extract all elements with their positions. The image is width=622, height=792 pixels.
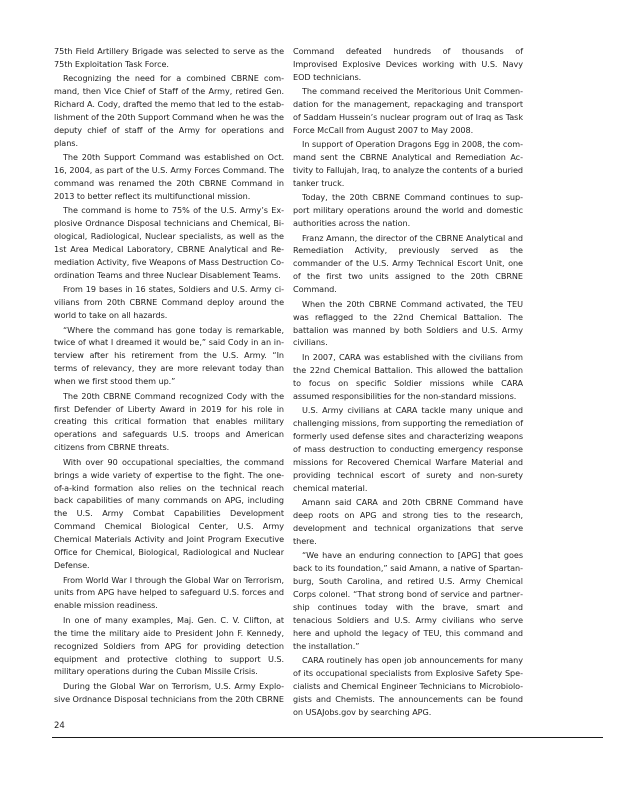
right-column (293, 45, 523, 720)
paragraph: Command defeated hundreds of thousands of Improvised Explosive Devices working with U.S. Navy EOD technicians. (293, 46, 523, 82)
paragraph: CARA routinely has open job announcements for many of its occupational specialists from Explosive Safety Specialists and Chemical Engineer Technicians to Microbiologists and Chemists. The announcements can be found on USAJobs.gov by searching APG. (293, 654, 523, 717)
paragraph: When the 20th CBRNE Command activated, the TEU was reflagged to the 22nd Chemical Battalion. The battalion was manned by both Soldiers and U.S. Army civilians. (293, 298, 523, 348)
paragraph: From 19 bases in 16 states, Soldiers and U.S. Army civilians from 20th CBRNE Command deploy around the world to take on all hazards. (54, 284, 284, 321)
paragraph: Franz Amann, the director of the CBRNE Analytical and Remediation Activity, previously served as the commander of the U.S. Army Technical Escort Unit, one of the first two units assigned to the 20th CBRNE Command. (293, 232, 523, 295)
paragraph: The command received the Meritorious Unit Commendation for the management, repackaging and transport of Saddam Hussein’s nuclear program out of Iraq as Task Force McCall from August 2007 to May 2008. (293, 86, 523, 136)
paragraph: The command is home to 75% of the U.S. Army’s Explosive Ordnance Disposal technicians and Chemical, Biological, Radiological, Nuclear specialists, as well as the 1st Area Medical Laboratory, CBRNE Analytical and Remediation Activity, five Weapons of Mass Destruction Coordination Teams and three Nuclear Disablement Teams. (54, 205, 284, 281)
paragraph: U.S. Army civilians at CARA tackle many unique and challenging missions, from supporting the remediation of formerly used defense sites and characterizing weapons of mass destruction to conducting emergency response missions for Recovered Chemical Warfare Material and providing technical escort of surety and non-surety chemical material. (293, 404, 523, 493)
paragraph: Today, the 20th CBRNE Command continues to support military operations around the world and domestic authorities across the nation. (293, 192, 523, 229)
left-column (54, 45, 284, 707)
paragraph: In 2007, CARA was established with the civilians from the 22nd Chemical Battalion. This allowed the battalion to focus on specific Soldier missions while CARA assumed responsibilities for the non-standard missions. (293, 351, 523, 401)
paragraph: With over 90 occupational specialties, the command brings a wide variety of expertise to the fight. The one-of-a-kind formation also relies on the technical reach back capabilities of many commands on APG, including the U.S. Army Combat Capabilities Development Command Chemical Biological Center, U.S. Army Chemical Materials Activity and Joint Program Executive Office for Chemical, Biological, Radiological and Nuclear Defense. (54, 456, 284, 571)
paragraph: Amann said CARA and 20th CBRNE Command have deep roots on APG and strong ties to the research, development and technical organizations that serve there. (293, 496, 523, 546)
paragraph: Recognizing the need for a combined CBRNE command, then Vice Chief of Staff of the Army, retired Gen. Richard A. Cody, drafted the memo that led to the establishment of the 20th Support Command when he was the deputy chief of staff of the Army for operations and plans. (54, 73, 284, 148)
paragraph: In support of Operation Dragons Egg in 2008, the command sent the CBRNE Analytical and Remediation Activity to Fallujah, Iraq, to analyze the contents of a buried tanker truck. (293, 139, 523, 189)
paragraph: The 20th CBRNE Command recognized Cody with the first Defender of Liberty Award in 2019 for his role in creating this critical formation that enables military operations and safeguards U.S. troops and American citizens from CBRNE threats. (54, 390, 284, 453)
paragraph: From World War I through the Global War on Terrorism, units from APG have helped to safeguard U.S. forces and enable mission readiness. (54, 574, 284, 611)
paragraph: The 20th Support Command was established on Oct. 16, 2004, as part of the U.S. Army Forces Command. The command was renamed the 20th CBRNE Command in 2013 to better reflect its multifunctional mission. (54, 152, 284, 202)
paragraph: 75th Field Artillery Brigade was selected to serve as the 75th Exploitation Task Force. (54, 46, 284, 69)
footer-divider (52, 737, 603, 738)
paragraph: During the Global War on Terrorism, U.S. Army Explosive Ordnance Disposal technicians from the 20th CBRNE (54, 680, 284, 704)
paragraph: In one of many examples, Maj. Gen. C. V. Clifton, at the time the military aide to President John F. Kennedy, recognized Soldiers from APG for providing detection equipment and protective clothing to support U.S. military operations during the Cuban Missile Crisis. (54, 614, 284, 677)
page-number: 24 (54, 721, 65, 731)
paragraph: “We have an enduring connection to [APG] that goes back to its foundation,” said Amann, a native of Spartanburg, South Carolina, and retired U.S. Army Chemical Corps colonel. “That strong bond of service and partnership continues today with the brave, smart and tenacious Soldiers and U.S. Army civilians who serve here and uphold the legacy of TEU, this command and the installation.” (293, 549, 523, 651)
paragraph: “Where the command has gone today is remarkable, twice of what I dreamed it would be,” said Cody in an interview after his retirement from the U.S. Army. “In terms of relevancy, they are more relevant today than when we first stood them up.” (54, 324, 284, 387)
